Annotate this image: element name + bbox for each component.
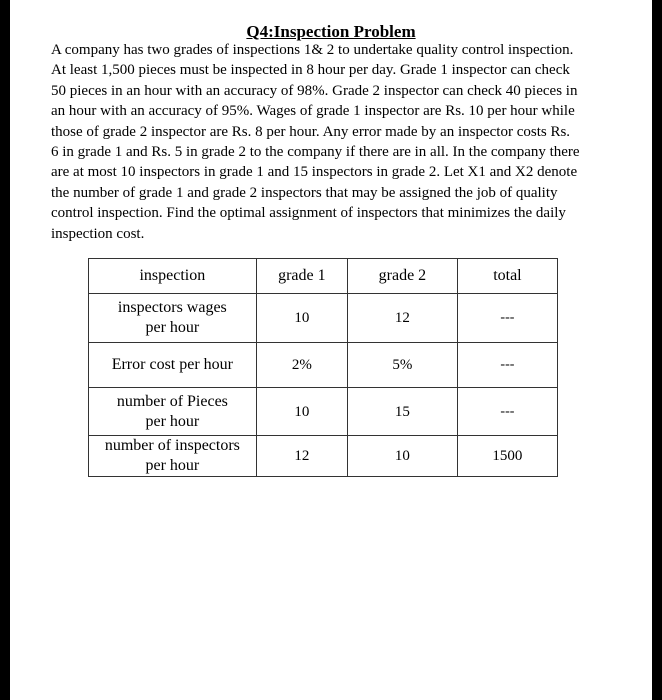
grade-2-cell: 12: [347, 294, 457, 343]
left-black-border: [0, 0, 10, 700]
table-row: [89, 343, 558, 388]
statement-line: inspection cost.: [51, 225, 145, 242]
header-grade-2: grade 2: [347, 259, 457, 294]
right-black-border: [652, 0, 662, 700]
row-label: [89, 343, 257, 388]
statement-line: 6 in grade 1 and Rs. 5 in grade 2 to the company if there are in all. In the company there: [51, 144, 580, 161]
problem-title: Q4:Inspection Problem: [246, 22, 416, 41]
statement-line: 50 pieces in an hour with an accuracy of 98%. Grade 2 inspector can check 40 pieces in: [51, 82, 578, 99]
row-label: [89, 388, 257, 436]
statement-line: an hour with an accuracy of 95%. Wages of grade 1 inspector are Rs. 10 per hour while: [51, 103, 575, 120]
total-cell: ---: [457, 343, 557, 388]
grade-1-cell: 2%: [256, 343, 347, 388]
table-row: [89, 388, 558, 436]
table-header-row: [89, 259, 558, 294]
grade-2-cell: 15: [347, 388, 457, 436]
total-cell: ---: [457, 294, 557, 343]
total-cell: 1500: [457, 436, 557, 477]
row-label-line: number of inspectors: [104, 437, 240, 454]
row-label: [89, 436, 257, 477]
statement-line: control inspection. Find the optimal assignment of inspectors that minimizes the daily: [51, 205, 566, 222]
table-row: [89, 436, 558, 477]
inspection-table: [88, 258, 558, 477]
statement-line: At least 1,500 pieces must be inspected in 8 hour per day. Grade 1 inspector can check: [51, 62, 570, 79]
grade-1-cell: 10: [256, 388, 347, 436]
total-cell: ---: [457, 388, 557, 436]
table-row: [89, 294, 558, 343]
statement-line: A company has two grades of inspections 1& 2 to undertake quality control inspection.: [51, 42, 574, 58]
row-label: [89, 294, 257, 343]
row-label-line: per hour: [145, 319, 200, 336]
grade-2-cell: 5%: [347, 343, 457, 388]
header-grade-1: grade 1: [256, 259, 347, 294]
problem-statement: [51, 40, 599, 244]
grade-1-cell: 10: [256, 294, 347, 343]
grade-2-cell: 10: [347, 436, 457, 477]
row-label-line: per hour: [145, 412, 200, 430]
row-label-line: number of Pieces: [116, 392, 228, 410]
row-label-line: Error cost per hour: [111, 356, 233, 373]
header-inspection: inspection: [89, 259, 257, 294]
row-label-line: inspectors wages: [117, 299, 227, 316]
header-total: total: [457, 259, 557, 294]
grade-1-cell: 12: [256, 436, 347, 477]
statement-line: those of grade 2 inspector are Rs. 8 per hour. Any error made by an inspector costs Rs.: [51, 123, 571, 140]
statement-line: are at most 10 inspectors in grade 1 and 15 inspectors in grade 2. Let X1 and X2 denote: [51, 164, 578, 181]
row-label-line: per hour: [145, 457, 200, 474]
statement-line: the number of grade 1 and grade 2 inspectors that may be assigned the job of quality: [51, 184, 558, 201]
